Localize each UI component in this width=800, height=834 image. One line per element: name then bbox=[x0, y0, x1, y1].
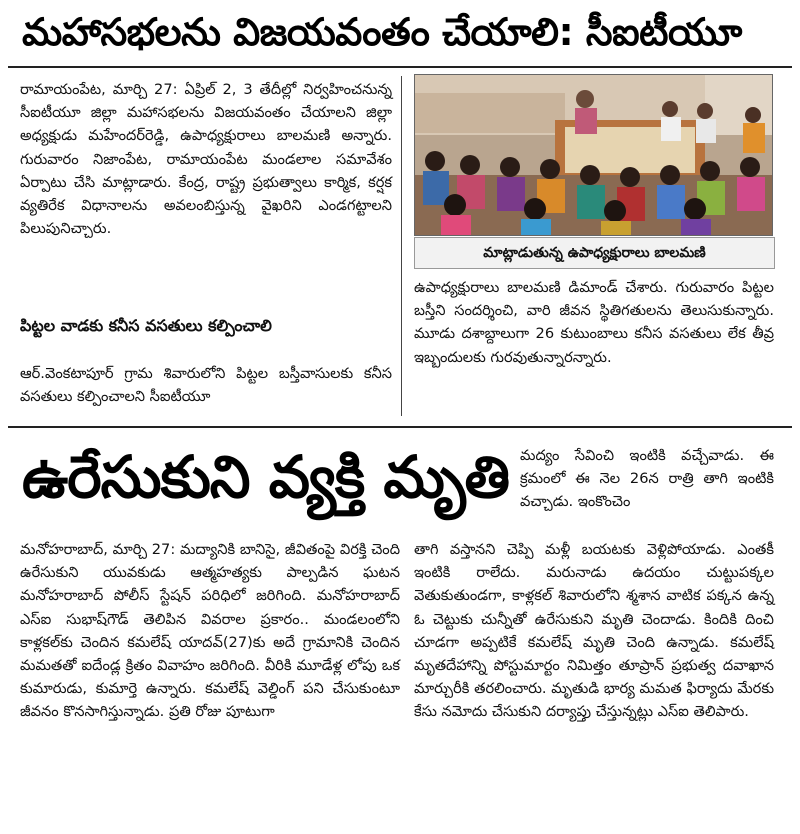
story2-headline: ఉరేసుకుని వ్యక్తి మృతి bbox=[22, 443, 510, 511]
story2-top-right-text: మద్యం సేవించి ఇంటికి వచ్చేవాడు. ఈ క్రమంలో ఈ నెల 26న రాత్రి తాగి ఇంటికి వచ్చాడు. ఇంకొంచెం bbox=[520, 447, 774, 511]
story2-top-right-column bbox=[520, 444, 774, 514]
story1-left-column bbox=[20, 78, 392, 240]
story1-headline: మహాసభలను విజయవంతం చేయాలి: సీఐటీయూ bbox=[22, 10, 742, 54]
headline-underline bbox=[8, 66, 792, 68]
story1-right-text: ఉపాధ్యక్షురాలు బాలమణి డిమాండ్ చేశారు. గురువారం పిట్టల బస్తీని సందర్శించి, వారి జీవన స్థితిగతులను తెలుసుకున్నారు. మూడు దశాబ్దాలుగా 26 కుటుంబాలు కనీస వసతులు లేక తీవ్ర ఇబ్బందులకు గురవుతున్నారన్నారు. bbox=[414, 279, 774, 366]
story1-subheading: పిట్టల వాడకు కనీస వసతులు కల్పించాలి bbox=[20, 316, 272, 335]
story1-right-column bbox=[414, 276, 774, 369]
story1-body-text: రామాయంపేట, మార్చి 27: ఏప్రిల్ 2, 3 తేదీల్లో నిర్వహించనున్న సీఐటీయూ జిల్లా మహాసభలను విజయవంతం చేయాలని జిల్లా అధ్యక్షుడు మహేందర్‌రెడ్డి, ఉపాధ్యక్షురాలు బాలమణి అన్నారు. గురువారం నిజాంపేట, రామాయంపేట మండలాల సమావేశం ఏర్పాటు చేసి మాట్లాడారు. కేంద్ర, రాష్ట్ర ప్రభుత్వాలు కార్మిక, కర్షక వ్యతిరేక విధానాలను అవలంబిస్తున్న వైఖరిని ఎండగట్టాలని పిలుపునిచ్చారు. bbox=[20, 81, 392, 238]
story2-left-text: మనోహరాబాద్, మార్చి 27: మద్యానికి బానిసై, జీవితంపై విరక్తి చెంది ఉరేసుకుని యువకుడు ఆత్మహత్యకు పాల్పడిన ఘటన మనోహరాబాద్ పోలీస్ స్టేషన్ పరిధిలో జరిగింది. మనోహరాబాద్ ఎస్ఐ సుభాష్‌గౌడ్ తెలిపిన వివరాల ప్రకారం.. మండలంలోని కాళ్లకల్‌కు చెందిన కమలేష్ యాదవ్(27)కు అదే గ్రామానికి చెందిన మమతతో ఐదేండ్ల క్రితం వివాహం జరిగింది. వీరికి మూడేళ్ల లోపు ఒక కుమారుడు, కుమార్తె ఉన్నారు. కమలేష్ వెల్డింగ్ పని చేసుకుంటూ జీవనం కొనసాగిస్తున్నాడు. ప్రతి రోజు పూటుగా bbox=[20, 541, 400, 721]
story-separator bbox=[8, 426, 792, 428]
story1-body-text-2: ఆర్.వెంకటాపూర్ గ్రామ శివారులోని పిట్టల బస్తీవాసులకు కనీస వసతులు కల్పించాలని సీఐటీయూ bbox=[20, 365, 392, 406]
story2-right-text: తాగి వస్తానని చెప్పి మళ్లీ బయటకు వెళ్లిపోయాడు. ఎంతకీ ఇంటికి రాలేదు. మరునాడు ఉదయం చుట్టుపక్కల వెతుకుతుండగా, కాళ్లకల్ శివారులోని శ్మశాన వాటిక పక్కన ఉన్న ఓ చెట్టుకు చున్నీతో ఉరేసుకుని మృతి చెందాడు. కిందికి దించి చూడగా అప్పటికే కమలేష్ మృతి చెంది ఉన్నాడు. కమలేష్ మృతదేహాన్ని పోస్టుమార్టం నిమిత్తం తూప్రాన్ ప్రభుత్వ దవాఖాన మార్చురీకి తరలించారు. మృతుడి భార్య మమత ఫిర్యాదు మేరకు కేసు నమోదు చేసుకుని దర్యాప్తు చేస్తున్నట్లు ఎస్ఐ తెలిపారు. bbox=[414, 541, 774, 721]
column-divider bbox=[401, 76, 402, 416]
meeting-photo-image bbox=[415, 75, 772, 235]
story2-left-column bbox=[20, 538, 400, 724]
story1-left-column-2 bbox=[20, 362, 392, 408]
photo-caption: మాట్లాడుతున్న ఉపాధ్యక్షురాలు బాలమణి bbox=[414, 237, 775, 269]
story1-photo bbox=[414, 74, 773, 236]
story2-right-column bbox=[414, 538, 774, 724]
